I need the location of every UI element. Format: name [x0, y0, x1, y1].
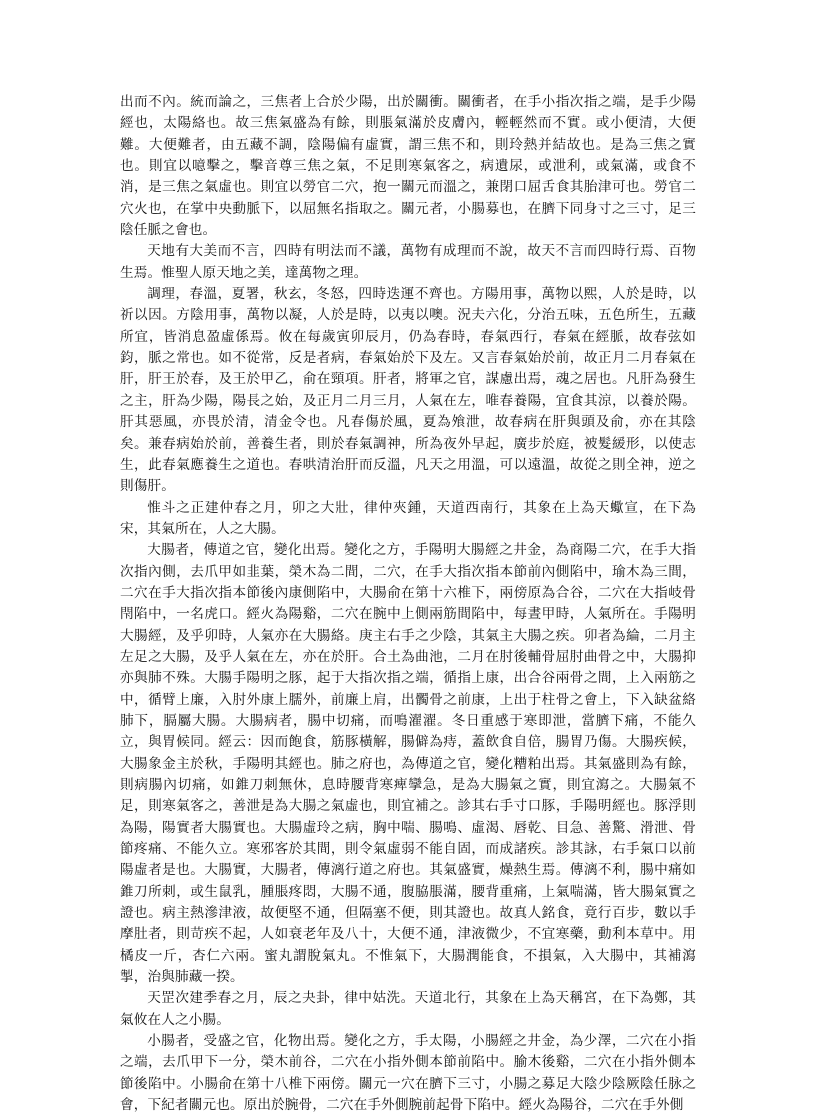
- paragraph-heaven-earth: 天地有大美而不言，四時有明法而不議，萬物有成理而不說，故天不言而四時行焉、百物生焉。惟聖人原天地之美，達萬物之理。: [120, 243, 696, 281]
- document-page: [120, 92, 696, 1114]
- paragraph-late-spring: 天罡次建季春之月，辰之夬卦，律中姑洗。天道北行，其象在上為天稱宮，在下為鄭，其氣攸在人之小腸。: [120, 990, 696, 1028]
- paragraph-seasonal-regulation: 調理，春溫，夏署，秋玄，冬怒，四時迭運不齊也。方陽用事，萬物以熙，人於是時，以祈以因。方陰用事，萬物以凝，人於是時，以夷以噢。況夫六化，分治五味，五色所生，五藏所宜，皆消息盈虛係焉。攸在每歲寅卯辰月，仍為春時，春氣西行，春氣在經脈，故春弦如鈞，脈之常也。如不從常，反是者病，春氣始於下及左。又言春氣始於前，故正月二月春氣在肝，肝王於春，及王於甲乙，俞在頸項。肝者，將軍之官，謀慮出焉，魂之居也。凡肝為發生之主，肝為少陽，陽長之始，及正月二月三月，人氣在左，唯春養陽，宜食其涼，以養於陽。肝其惡風，亦畏於清，清金令也。凡春傷於風，夏為飧泄，故春病在肝與頭及俞，亦在其陰矣。兼春病始於前，善養生者，則於春氣調神，所為夜外早起，廣步於庭，被髮緩形，以使志生，此春氣應養生之道也。春哄清治肝而反溫，凡天之用溫，可以遠溫，故從之則全神，逆之則傷肝。: [120, 286, 696, 495]
- paragraph-small-intestine: 小腸者，受盛之官，化物出焉。變化之方，手太陽，小腸經之井金，為少澤，二穴在小指之端，去爪甲下一分，榮木前谷，二穴在小指外側本節前陷中。腧木後谿，二穴在小指外側本節後陷中。小腸俞在第十八椎下兩傍。關元一穴在臍下三寸，小腸之募足大陰少陰厥陰任脉之會，下紀者關元也。原出於腕骨，二穴在手外側腕前起骨下陷中。經火為陽谷，二穴在手外側: [120, 1033, 696, 1114]
- paragraph-triple-burner-continued: 出而不內。統而論之，三焦者上合於少陽，出於關衝。關衝者，在手小指次指之端，是手少陽經也，太陽絡也。故三焦氣盛為有餘，則脹氣滿於皮膚內，輕輕然而不實。或小便清，大便難。大便難者，由五藏不調，陰陽偏有虛實，謂三焦不和，則玲熱并結故也。是為三焦之實也。則宜以噫擊之，擊音尊三焦之氣，不足則寒氣客之，病遺尿，或泄利，或氣滿，或食不消，是三焦之氣虛也。則宜以勞官二穴，抱一關元而溫之，兼閉口屈舌食其胎津可也。勞官二穴火也，在掌中央動脈下，以屈無名指取之。關元者，小腸募也，在臍下同身寸之三寸，足三陰任脈之會也。: [120, 94, 696, 239]
- paragraph-mid-spring: 惟斗之正建仲春之月，卯之大壯，律仲夾鍾，天道西南行，其象在上為天蠍宣，在下為宋，其氣所在，人之大腸。: [120, 499, 696, 537]
- paragraph-large-intestine: 大腸者，傳道之官，變化出焉。變化之方，手陽明大腸經之井金，為商陽二穴，在手大指次指內側，去爪甲如韭葉，榮木為二間，二穴，在手大指次指本節前內側陷中，瑜木為三間，二穴在手大指次指本節後內康側陷中，大腸俞在第十六椎下，兩傍原為合谷，二穴在大指岐骨閇陷中，一名虎口。經火為陽谿，二穴在腕中上側兩筋間陷中，每晝甲時，人氣所在。手陽明大腸經，及乎卯時，人氣亦在大腸絡。庚主右手之少陰，其氣主大腸之疾。卯者為綸，二月主左足之大腸，及乎人氣在左，亦在於肝。合土為曲池，二月在肘後輔骨屈肘曲骨之中，大腸抑亦與肺不殊。大腸手陽明之豚，起于大指次指之端，循指上康，出合谷兩骨之間，上入兩筋之中，循臂上廉，入肘外康上臑外，前廉上肩，出髑骨之前康，上出于柱骨之會上，下入缺盆絡肺下，膈屬大腸。大腸病者，腸中切痛，而鳴濯濯。冬日重感于寒即泄，當臍下痛，不能久立，與胃候同。經云：因而飽食，筋豚橫解，腸僻為痔，蓋飲食自倍，腸胃乃傷。大腸疾候，大腸象金主於秋，手陽明其經也。肺之府也，為傳道之官，變化糟粕出焉。其氣盛則為有餘，則病腸內切痛，如錐刀刺無休，息時腰背寒痺攣急，是為大腸氣之實，則宜瀉之。大腸氣不足，則寒氣客之，善泄是為大腸之氣虛也，則宜補之。診其右手寸口豚，手陽明經也。豚浮則為陽，陽實者大腸實也。大腸虛玲之病，胸中喘、腸鳴、虛渴、唇乾、目急、善驚、滑泄、骨節疼痛、不能久立。寒邪客於其間，則令氣虛弱不能自固，而成諸疾。診其詠，右手氣口以前陽虛者是也。大腸實，大腸者，傳漓行道之府也。其氣盛實，燥熱生焉。傳漓不利，腸中痛如錐刀所刺，或生鼠乳，腫脹疼悶，大腸不通，腹脇脹滿，腰背重痛，上氣喘滿，皆大腸氣實之證也。病主熱滲津液，故便堅不通，但隔塞不便，則其證也。故真人銘食，竟行百步，數以手摩肚者，則苛疾不起，人如衰老年及八十，大便不通，津液微少，不宜寒藥，動利本草中。用橘皮一斤，杏仁六兩。蜜丸謂脫氣丸。不惟氣下，大腸潤能食，不損氣，入大腸中，其補瀉掣，治與肺藏一揆。: [120, 542, 696, 986]
